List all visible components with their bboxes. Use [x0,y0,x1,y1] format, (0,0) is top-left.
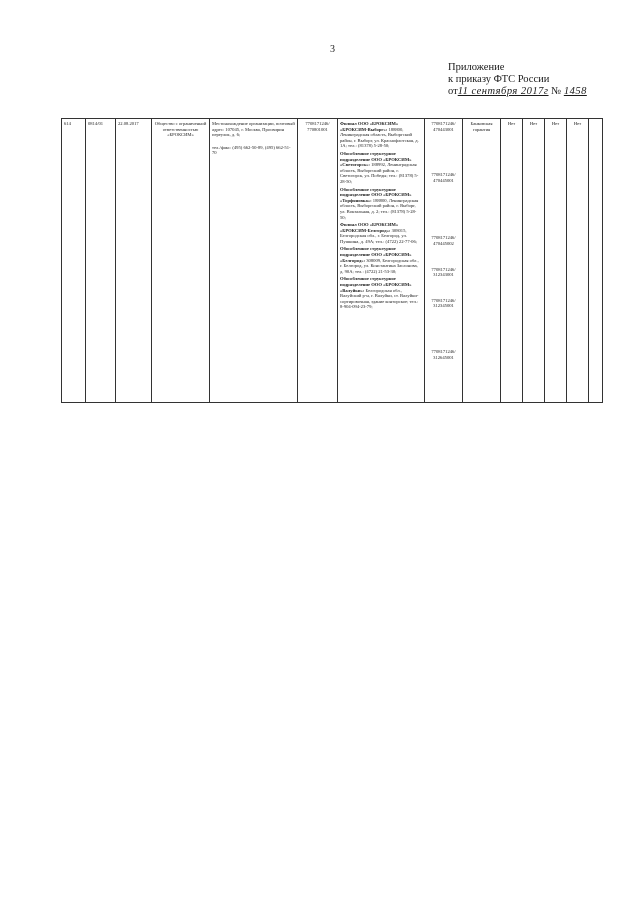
branch-text: 188800, Ленинградская область, Выборгский район, г. Выборг, ул. Краснофлотская, д. 1А; тел.: (81378) 5-28-50; [340,126,419,149]
order-header [448,62,587,98]
branch-entry [340,246,422,274]
order-date: 11 сентября 2017г [457,86,549,97]
page-number: 3 [330,44,335,55]
header-line-1: Приложение [448,62,505,73]
cell-inn-kpp: 7708171246/ 770801001 [298,119,338,403]
org-address: Местонахождение организации, почтовый адрес: 107045, г. Москва, Просвирин переулок, д. 6; [212,121,295,138]
branch-entry [340,121,422,149]
branch-entry [340,151,422,185]
cell-col-2: Нет [523,119,545,403]
branch-name: Обособленное структурное подразделение ООО «БРОКСИМ» «Торфяновка»: [340,186,412,203]
branch-inn-kpp: 7708171246/ 312645001 [431,348,456,360]
branch-text: 188800, Ленинградская область, Выборгский район, г. Выборг, ул. Вокзальная, д. 2; тел.: (81378) 5-28-50; [340,197,419,220]
cell-guarantee: Банковская гарантия [463,119,501,403]
branch-inn-kpp: 7708171246/ 470445001 [431,172,456,183]
cell-reg-number: 0814/01 [86,119,116,403]
header-line-2: к приказу ФТС России [448,74,550,85]
branch-text: 188992, Ленинградская область, Выборгский район, г. Светогорск, ул. Победы; тел.: (81378) 5-28-50; [340,162,419,184]
branch-name: Обособленное структурное подразделение ООО «БРОКСИМ» «Валуйки»: [340,276,412,293]
branch-text: 308009, Белгородская обл., г. Белгород, ул. Константина Заслонова, д. 90А; тел.: (4722) 21-53-30; [340,257,419,274]
branch-inn-kpp: 7708171246/ 312343001 [431,266,456,278]
branch-name: Обособленное структурное подразделение ООО «БРОКСИМ» «Светогорск»: [340,150,412,168]
branch-inn-kpp: 7708171246/ 312345001 [431,297,456,309]
cell-col-3: Нет [545,119,567,403]
order-prefix: от [448,86,458,97]
cell-col-1: Нет [501,119,523,403]
branch-text: Белгородская обл., Валуйский р-н, г. Валуйки, ст. Валуйки-сортировочная, здание конторское; тел.: 8-904-094-23-79; [340,287,419,310]
table-row [62,119,603,403]
cell-empty [589,119,603,403]
cell-org-name: Общество с ограниченной ответственностью «БРОКСИМ» [152,119,210,403]
order-number: 1458 [563,86,587,97]
branch-entry [340,222,422,244]
cell-number: 614 [62,119,86,403]
branch-entry [340,187,422,221]
cell-date: 22.08.2017 [116,119,152,403]
cell-branches [338,119,425,403]
order-reference [448,86,587,98]
branch-name: Филиал ООО «БРОКСИМ» «БРОКСИМ-Белгород»: [340,222,399,233]
branch-text: 308015, Белгородская обл., г. Белгород, ул. Пушкина, д. 49А; тел.: (4722) 22-77-06; [340,227,418,244]
branch-name: Филиал ООО «БРОКСИМ» «БРОКСИМ-Выборг»: [340,121,399,132]
branch-name: Обособленное структурное подразделение ООО «БРОКСИМ» «Белгород»: [340,246,412,263]
branch-entry [340,276,422,310]
branch-inn-kpp: 7708171246/ 470443001 [431,121,456,132]
registry-table [61,118,603,403]
cell-branch-inn-kpp [425,119,463,403]
org-phone: тел./факс: (495) 662-50-89, (495) 662-51-70 [212,144,291,156]
cell-col-4: Нет [567,119,589,403]
order-number-label: № [551,86,562,97]
cell-address [210,119,298,403]
branch-inn-kpp: 7708171246/ 470445002 [431,235,456,246]
